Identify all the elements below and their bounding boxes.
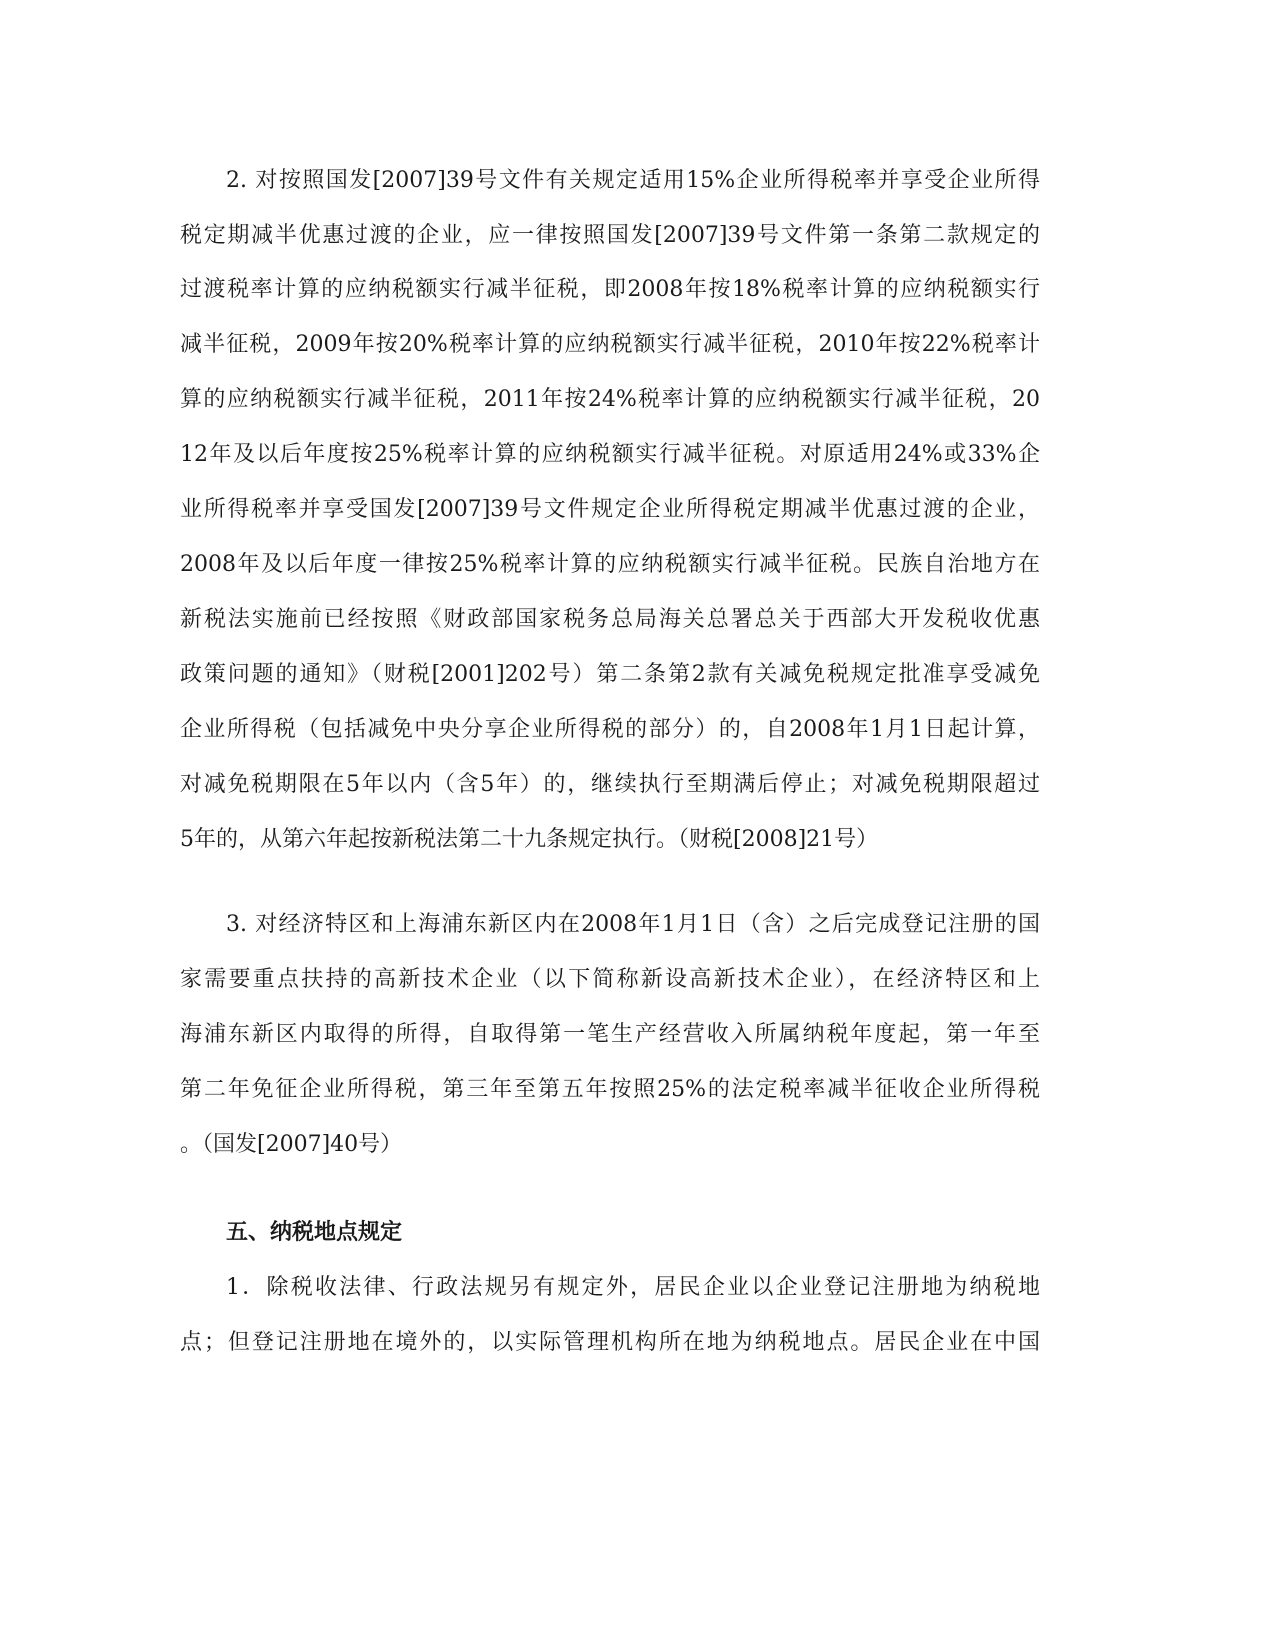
para2-line-4: 减半征税，2009年按20%税率计算的应纳税额实行减半征税，2010年按22%税率计: [180, 332, 1040, 357]
para3-line-1: 3. 对经济特区和上海浦东新区内在2008年1月1日（含）之后完成登记注册的国: [226, 912, 1040, 937]
para2-line-6: 12年及以后年度按25%税率计算的应纳税额实行减半征税。对原适用24%或33%企: [180, 442, 1040, 467]
para2-line-5: 算的应纳税额实行减半征税，2011年按24%税率计算的应纳税额实行减半征税，20: [180, 387, 1040, 412]
para2-line-10: 政策问题的通知》（财税[2001]202号）第二条第2款有关减免税规定批准享受减免: [180, 662, 1040, 687]
para2-line-11: 企业所得税（包括减免中央分享企业所得税的部分）的，自2008年1月1日起计算，: [180, 717, 1040, 742]
para4-line-2: 点；但登记注册地在境外的，以实际管理机构所在地为纳税地点。居民企业在中国: [180, 1330, 1040, 1355]
para2-line-13: 5年的，从第六年起按新税法第二十九条规定执行。（财税[2008]21号）: [180, 827, 879, 852]
para2-line-7: 业所得税率并享受国发[2007]39号文件规定企业所得税定期减半优惠过渡的企业，: [180, 497, 1040, 522]
para2-line-9: 新税法实施前已经按照《财政部国家税务总局海关总署总关于西部大开发税收优惠: [180, 607, 1040, 632]
para3-line-4: 第二年免征企业所得税，第三年至第五年按照25%的法定税率减半征收企业所得税: [180, 1077, 1040, 1102]
para3-line-2: 家需要重点扶持的高新技术企业（以下简称新设高新技术企业），在经济特区和上: [180, 967, 1040, 992]
para2-line-2: 税定期减半优惠过渡的企业，应一律按照国发[2007]39号文件第一条第二款规定的: [180, 223, 1040, 248]
para2-line-8: 2008年及以后年度一律按25%税率计算的应纳税额实行减半征税。民族自治地方在: [180, 552, 1040, 577]
para2-line-1: 2. 对按照国发[2007]39号文件有关规定适用15%企业所得税率并享受企业所得: [226, 168, 1040, 193]
para4-line-1: 1．除税收法律、行政法规另有规定外，居民企业以企业登记注册地为纳税地: [226, 1275, 1040, 1300]
para3-line-5: 。（国发[2007]40号）: [180, 1132, 403, 1157]
para2-line-12: 对减免税期限在5年以内（含5年）的，继续执行至期满后停止；对减免税期限超过: [180, 772, 1040, 797]
section-heading: 五、纳税地点规定: [226, 1219, 403, 1245]
para2-line-3: 过渡税率计算的应纳税额实行减半征税，即2008年按18%税率计算的应纳税额实行: [180, 277, 1040, 302]
para3-line-3: 海浦东新区内取得的所得，自取得第一笔生产经营收入所属纳税年度起，第一年至: [180, 1022, 1040, 1047]
